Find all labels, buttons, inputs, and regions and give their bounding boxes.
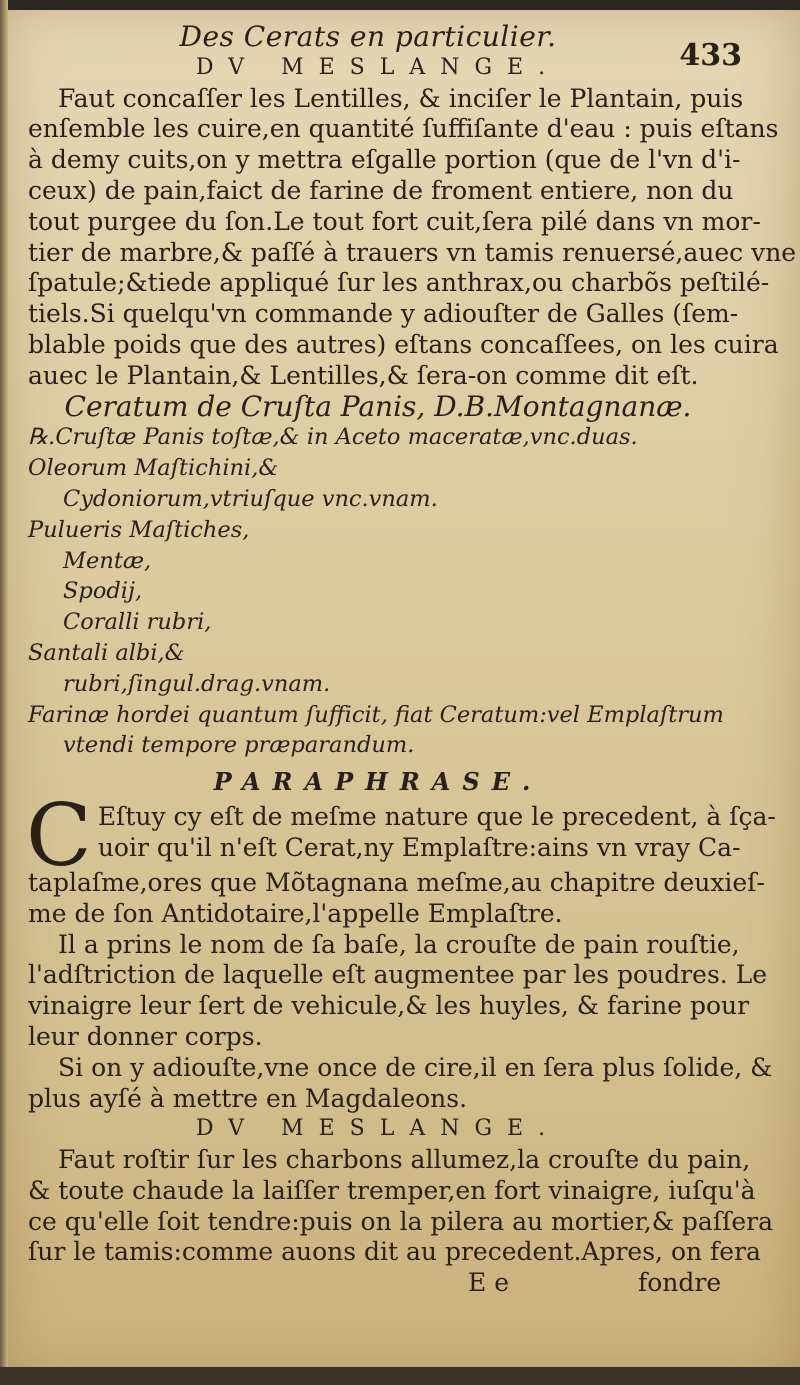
text-line: blable poids que des autres) eſtans concaſſees, on les cuira [28,329,779,359]
text-line: auec le Plantain,& Lentilles,& ſera-on comme dit eſt. [28,360,699,390]
paragraph-2 [26,785,776,930]
paragraph-5 [28,1145,773,1268]
text-line: uoir qu'il n'eſt Cerat,ny Emplaſtre:ains vn vray Ca- [97,832,741,862]
recipe-line: Cydoniorum,vtriuſque vnc.vnam. [63,485,438,512]
recipe-line: Pulueris Maſtiches, [28,516,250,543]
page-foot [28,1268,728,1299]
text-line: ceux) de pain,faict de farine de froment entiere, non du [28,175,734,205]
recipe-line: Mentæ, [63,547,152,574]
section-heading-1: DV MESLANGE. [195,54,561,80]
recipe-line: Farinæ hordei quantum ſufficit, fiat Ceratum:vel Emplaſtrum [28,701,724,728]
top-edge [0,0,800,10]
recipe-line: rubri,ſingul.drag.vnam. [63,670,331,697]
page-text [26,20,797,1299]
recipe-line: vtendi tempore præparandum. [63,732,415,759]
recipe-line: ℞.Cruſtæ Panis toſtæ,& in Aceto maceratæ,vnc.duas. [28,424,638,451]
text-line: à demy cuits,on y mettra eſgalle portion (que de l'vn d'i- [28,145,741,175]
text-line: l'adſtriction de laquelle eſt augmentee par les poudres. Le [28,960,768,990]
recipe-line: Santali albi,& [28,639,185,666]
text-line: & toute chaude la laiſſer tremper,en fort vinaigre, iuſqu'à [28,1175,756,1205]
paragraph-4 [28,1052,773,1115]
text-line: plus ayſé à mettre en Magdaleons. [28,1083,468,1113]
text-line: tout purgee du ſon.Le tout fort cuit,ſera pilé dans vn mor- [28,206,761,236]
text-line: ce qu'elle ſoit tendre:puis on la pilera au mortier,& paſſera [28,1206,773,1236]
recipe-list [28,422,728,761]
folio-number: 433 [679,38,742,73]
text-line: enſemble les cuire,en quantité ſuffiſante d'eau : puis eſtans [28,114,779,144]
text-line: taplaſme,ores que Mõtagnana meſme,au chapitre deuxieſ- [28,867,765,897]
text-line: Faut roſtir ſur les charbons allumez,la crouſte du pain, [58,1145,751,1175]
bottom-edge [0,1367,800,1385]
running-head: Des Cerats en particulier. [179,20,557,53]
text-line: ſpatule;&tiede appliqué ſur les anthrax,ou charbõs peſtilé- [28,268,770,298]
signature-mark: E e [468,1268,509,1298]
recipe-line: Coralli rubri, [63,609,212,636]
text-line: ſur le tamis:comme auons dit au precedent.Apres, on fera [28,1237,761,1267]
paragraph-1 [28,83,797,392]
text-line: Si on y adiouſte,vne once de cire,il en ſera plus ſolide, & [58,1052,773,1082]
text-line: Il a prins le nom de ſa baſe, la crouſte de pain rouſtie, [58,929,740,959]
drop-cap: C [26,785,92,886]
recipe-line: Spodij, [63,578,143,605]
left-edge [0,0,8,1385]
text-line: Faut concaſſer les Lentilles, & inciſer le Plantain, puis [58,83,744,113]
text-line: leur donner corps. [28,1021,263,1051]
text-line: tier de marbre,& paſſé à trauers vn tamis renuersé,auec vne [28,237,797,267]
paraphrase-heading: PARAPHRASE. [213,767,543,797]
section-heading-2: DV MESLANGE. [195,1116,561,1142]
paragraph-3 [28,929,768,1053]
catchword: fondre [638,1268,722,1298]
recipe-title: Ceratum de Cruſta Panis, D.B.Montagnanæ. [64,389,692,423]
text-line: vinaigre leur ſert de vehicule,& les huyles, & farine pour [28,991,750,1021]
text-line: tiels.Si quelqu'vn commande y adiouſter de Galles (ſem- [28,299,739,329]
recipe-line: Oleorum Maſtichini,& [28,455,279,482]
text-line: Eſtuy cy eſt de meſme nature que le precedent, à ſça- [97,801,776,831]
text-line: me de ſon Antidotaire,l'appelle Emplaſtre. [28,898,563,928]
